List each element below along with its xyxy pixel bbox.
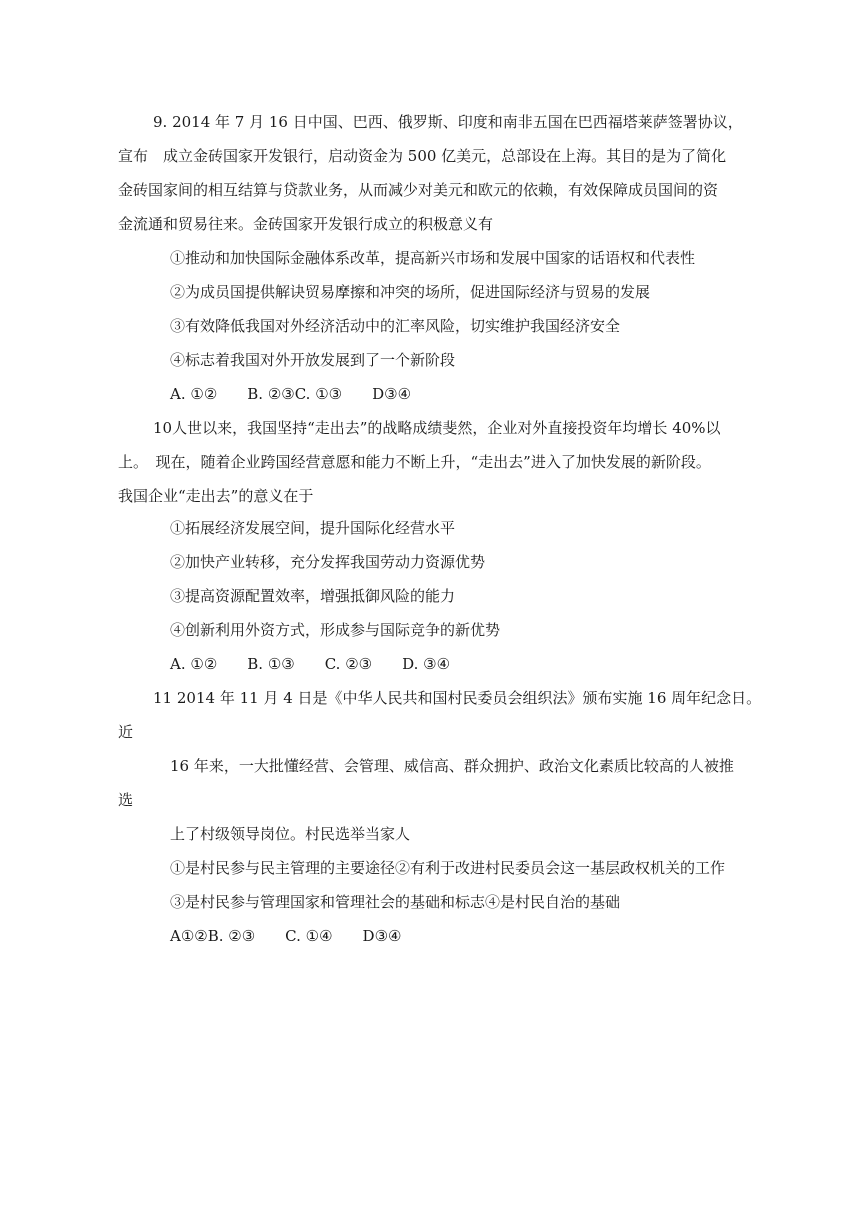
- question-11-stem-text: 2014 年 11 月 4 日是《中华人民共和国村民委员会组织法》颁布实施 16 周年纪念日。: [176, 689, 762, 707]
- question-11-options: A①②B. ②③ C. ①④ D③④: [170, 927, 402, 945]
- question-9-number: 9.: [153, 113, 168, 131]
- question-10-stem-line-3: 我国企业“走出去”的意义在于: [118, 487, 314, 505]
- question-11-stem-line-5: 上了村级领导岗位。村民选举当家人: [170, 825, 411, 843]
- question-10-statement-3: ③提高资源配置效率，增强抵御风险的能力: [170, 587, 456, 605]
- question-11-stem-line-4: 选: [118, 791, 134, 809]
- question-11-statement-2: ③是村民参与管理国家和管理社会的基础和标志④是村民自治的基础: [170, 893, 621, 911]
- question-10-options: A. ①② B. ①③ C. ②③ D. ③④: [170, 655, 451, 673]
- question-9-stem-line-4: 金流通和贸易往来。金砖国家开发银行成立的积极意义有: [118, 215, 494, 233]
- question-11-stem-line-1: [153, 688, 761, 708]
- question-9-statement-4: ④标志着我国对外开放发展到了一个新阶段: [170, 351, 456, 369]
- question-9-stem-text: 2014 年 7 月 16 日中国、巴西、俄罗斯、印度和南非五国在巴西福塔莱萨签署协议，: [172, 113, 743, 131]
- question-11-stem-line-3: 16 年来，一大批懂经营、会管理、威信高、群众拥护、政治文化素质比较高的人被推: [170, 757, 734, 775]
- question-9-statement-1: ①推动和加快国际金融体系改革，提高新兴市场和发展中国家的话语权和代表性: [170, 249, 696, 267]
- question-11-number: 11: [153, 689, 173, 707]
- question-9-stem-line-1: [153, 112, 743, 132]
- question-9-statement-3: ③有效降低我国对外经济活动中的汇率风险，切实维护我国经济安全: [170, 317, 621, 335]
- question-10-statement-1: ①拓展经济发展空间，提升国际化经营水平: [170, 519, 456, 537]
- question-10-statement-2: ②加快产业转移，充分发挥我国劳动力资源优势: [170, 553, 486, 571]
- question-11-statement-1: ①是村民参与民主管理的主要途径②有利于改进村民委员会这一基层政权机关的工作: [170, 859, 726, 877]
- question-10-stem-text: 人世以来，我国坚持“走出去”的战略成绩斐然，企业对外直接投资年均增长 40%以: [172, 419, 721, 437]
- question-10-stem-line-2: 上。 现在，随着企业跨国经营意愿和能力不断上升，“走出去”进入了加快发展的新阶段。: [118, 453, 711, 471]
- question-9-statement-2: ②为成员国提供解诀贸易摩擦和冲突的场所，促进国际经济与贸易的发展: [170, 283, 651, 301]
- question-10-stem-line-1: [153, 418, 721, 438]
- question-10-statement-4: ④创新利用外资方式，形成参与国际竞争的新优势: [170, 621, 501, 639]
- question-9-stem-line-2: 宣布 成立金砖国家开发银行，启动资金为 500 亿美元，总部设在上海。其目的是为了简化: [118, 147, 727, 165]
- question-10-number: 10: [153, 419, 173, 437]
- question-9-stem-line-3: 金砖国家间的相互结算与贷款业务，从而减少对美元和欧元的依赖，有效保障成员国间的资: [118, 181, 719, 199]
- question-9-options: A. ①② B. ②③C. ①③ D③④: [170, 385, 412, 403]
- question-11-stem-line-2: 近: [118, 723, 134, 741]
